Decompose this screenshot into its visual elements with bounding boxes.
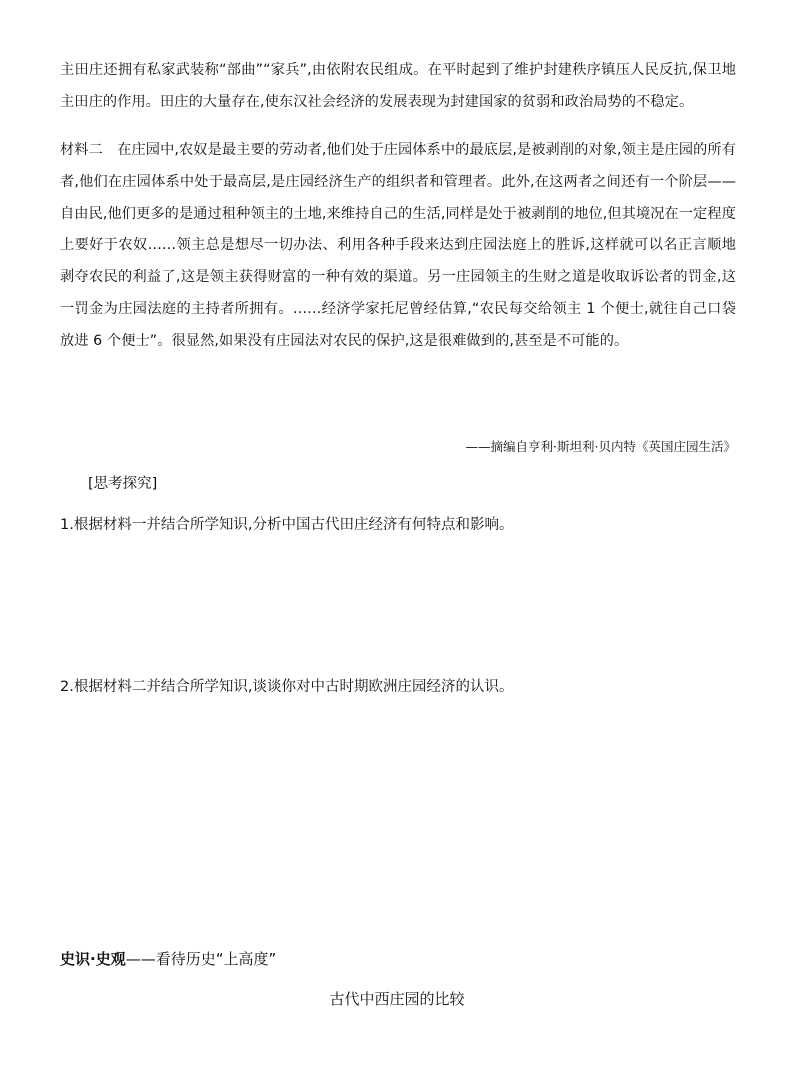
material-two-source: ——摘编自亨利·斯坦利·贝内特《英国庄园生活》: [465, 439, 736, 454]
think-heading: [思考探究]: [88, 476, 158, 492]
material-two-text: 在庄园中,农奴是最主要的劳动者,他们处于庄园体系中的最底层,是被剥削的对象,领主是庄园的所有者,他们在庄园体系中处于最高层,是庄园经济生产的组织者和管理者。此外,在这两者之间还有一个阶层——自由民,他们更多的是通过租种领主的土地,来维持自己的生活,同样是处于被剥削的地位,但其境况在一定程度上要好于农奴……领主总是想尽一切办法、利用各种手段来达到庄园法庭上的胜诉,这样就可以名正言顺地剥夺农民的利益了,这是领主获得财富的一种有效的渠道。另一庄园领主的生财之道是收取诉讼者的罚金,这一罚金为庄园法庭的主持者所拥有。……经济学家托尼曾经估算,“农民每交给领主 1 个便士,就往自己口袋放进 6 个便士”。很显然,如果没有庄园法对农民的保护,这是很难做到的,甚至是不可能的。: [60, 142, 736, 349]
material-two-label: 材料二: [60, 142, 103, 158]
section-title-text: 看待历史“上高度”: [155, 950, 277, 968]
continuation-paragraph: 主田庄还拥有私家武装称“部曲”“家兵”,由依附农民组成。在平时起到了维护封建秩序镇压人民反抗,保卫地主田庄的作用。田庄的大量存在,使东汉社会经济的发展表现为封建国家的贫弱和政治局势的不稳定。: [60, 62, 736, 110]
section-heading: [60, 947, 276, 971]
section-label: 史识·史观: [60, 950, 126, 968]
question-1: 1.根据材料一并结合所学知识,分析中国古代田庄经济有何特点和影响。: [60, 517, 514, 533]
question-2: 2.根据材料二并结合所学知识,谈谈你对中古时期欧洲庄园经济的认识。: [60, 679, 514, 695]
material-two-paragraph: [60, 135, 736, 358]
comparison-table-title: 古代中西庄园的比较: [329, 990, 465, 1008]
section-dash: ——: [125, 950, 156, 968]
